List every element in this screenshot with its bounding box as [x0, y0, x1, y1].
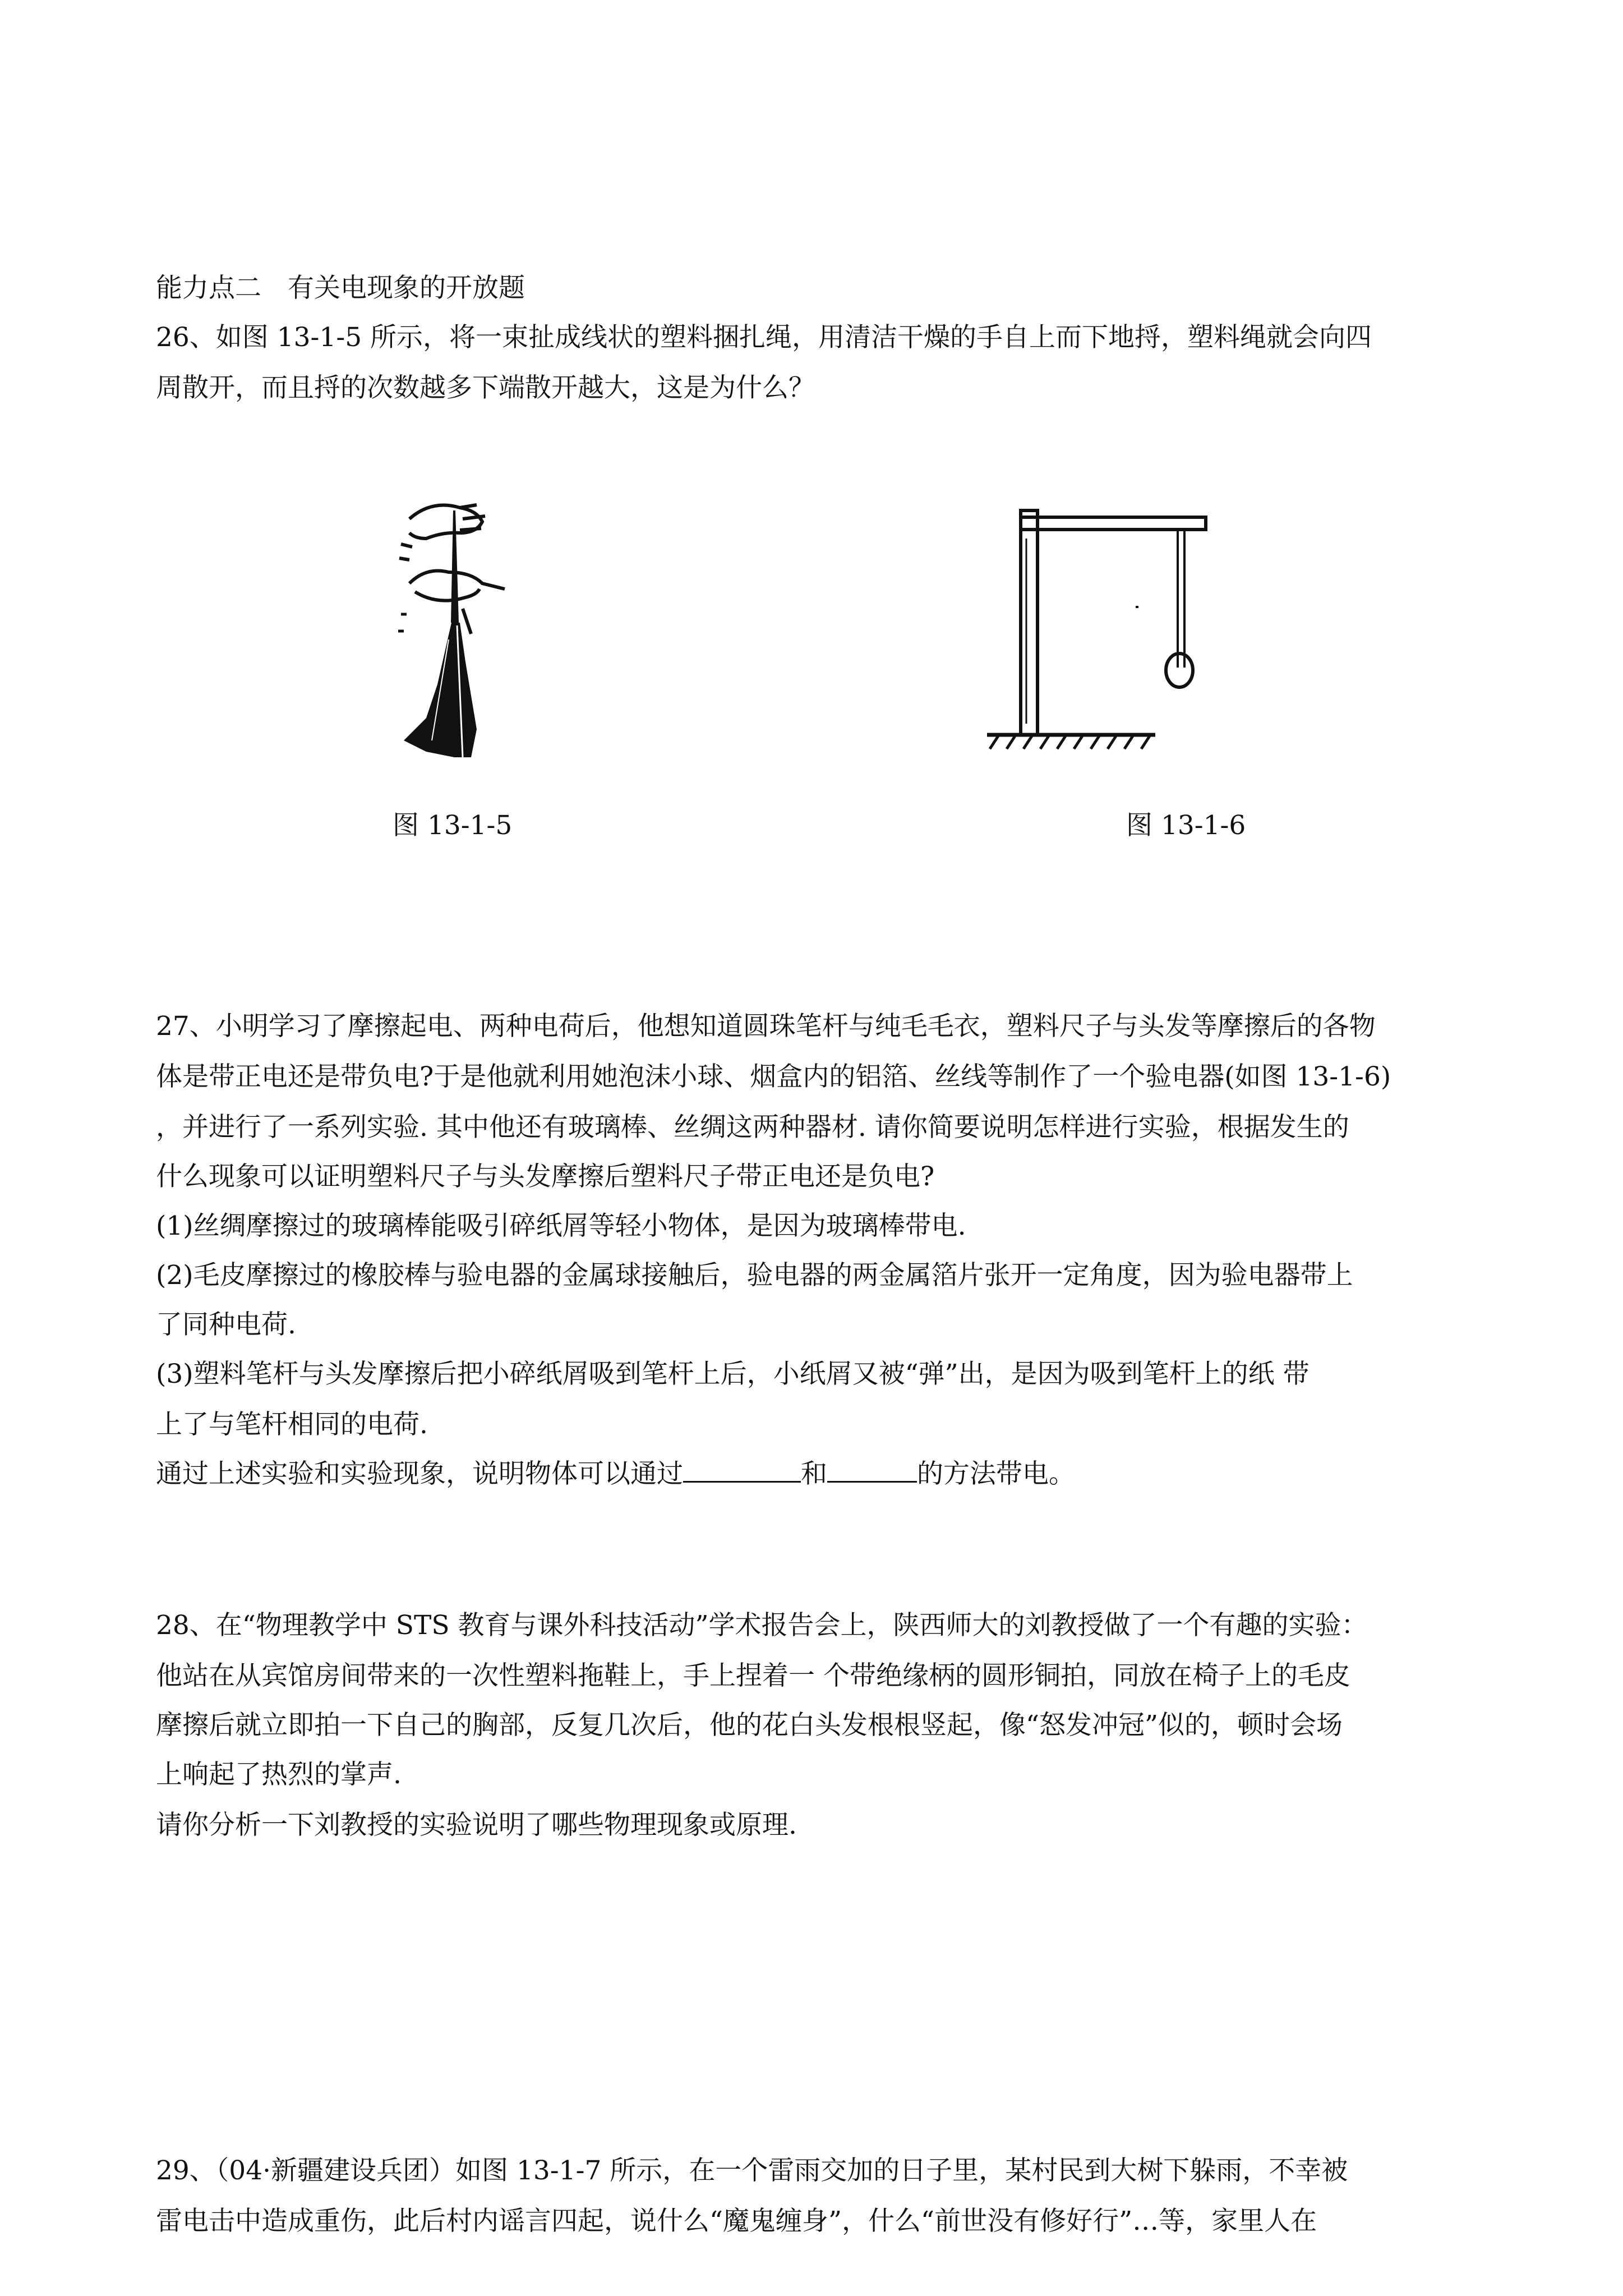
figure-13-1-6-illustration	[987, 505, 1234, 752]
answer-blank-2[interactable]	[827, 1458, 917, 1483]
figure-13-1-5-caption: 图 13-1-5	[393, 810, 513, 841]
question-26-line-1: 26、如图 13-1-5 所示，将一束扯成线状的塑料捆扎绳，用清洁干燥的手自上而下地捋，塑料绳就会向四	[156, 322, 1372, 353]
question-28-line-2: 他站在从宾馆房间带来的一次性塑料拖鞋上，手上捏着一 个带绝缘柄的圆形铜拍，同放在椅子上的毛皮	[156, 1660, 1350, 1691]
question-27-summary	[156, 1457, 1075, 1491]
question-26-line-2: 周散开，而且捋的次数越多下端散开越大，这是为什么？	[156, 372, 815, 403]
section-heading: 能力点二 有关电现象的开放题	[156, 273, 525, 303]
answer-blank-1[interactable]	[683, 1458, 801, 1483]
question-28-line-1: 28、在“物理教学中 STS 教育与课外科技活动”学术报告会上，陕西师大的刘教授做了一个有趣的实验：	[156, 1610, 1368, 1641]
summary-text-2: 和	[801, 1458, 827, 1489]
question-27-item-1: (1)丝绸摩擦过的玻璃棒能吸引碎纸屑等轻小物体，是因为玻璃棒带电.	[156, 1211, 966, 1241]
question-27-item-3-line-2: 上了与笔杆相同的电荷.	[156, 1409, 428, 1440]
question-27-line-4: 什么现象可以证明塑料尺子与头发摩擦后塑料尺子带正电还是负电?	[156, 1161, 935, 1192]
question-28-line-5: 请你分析一下刘教授的实验说明了哪些物理现象或原理.	[156, 1810, 797, 1841]
question-27-line-1: 27、小明学习了摩擦起电、两种电荷后，他想知道圆珠笔杆与纯毛毛衣，塑料尺子与头发等摩擦后的各物	[156, 1011, 1376, 1042]
question-27-line-2: 体是带正电还是带负电?于是他就利用她泡沫小球、烟盒内的铝箔、丝线等制作了一个验电器(如图 13-1-6)	[156, 1061, 1391, 1092]
question-28-line-3: 摩擦后就立即拍一下自己的胸部，反复几次后，他的花白头发根根竖起，像“怒发冲冠”似的，顿时会场	[156, 1710, 1343, 1741]
question-29-line-2: 雷电击中造成重伤，此后村内谣言四起，说什么“魔鬼缠身”，什么“前世没有修好行”…等，家里人在	[156, 2206, 1317, 2237]
question-28-line-4: 上响起了热烈的掌声.	[156, 1759, 402, 1790]
figure-13-1-6-caption: 图 13-1-6	[1126, 810, 1246, 841]
summary-text-3: 的方法带电。	[917, 1458, 1075, 1489]
question-27-item-3-line-1: (3)塑料笔杆与头发摩擦后把小碎纸屑吸到笔杆上后，小纸屑又被“弹”出，是因为吸到笔杆上的纸 带	[156, 1359, 1310, 1389]
question-27-item-2-line-1: (2)毛皮摩擦过的橡胶棒与验电器的金属球接触后，验电器的两金属箔片张开一定角度，因为验电器带上	[156, 1260, 1353, 1291]
question-27-item-2-line-2: 了同种电荷.	[156, 1309, 296, 1340]
question-27-line-3: ，并进行了一系列实验. 其中他还有玻璃棒、丝绸这两种器材. 请你简要说明怎样进行实验，根据发生的	[156, 1112, 1349, 1143]
summary-text-1: 通过上述实验和实验现象，说明物体可以通过	[156, 1458, 683, 1489]
question-29-line-1: 29、（04·新疆建设兵团）如图 13-1-7 所示，在一个雷雨交加的日子里，某村民到大树下躲雨，不幸被	[156, 2155, 1348, 2186]
figure-13-1-5-illustration	[393, 494, 527, 757]
